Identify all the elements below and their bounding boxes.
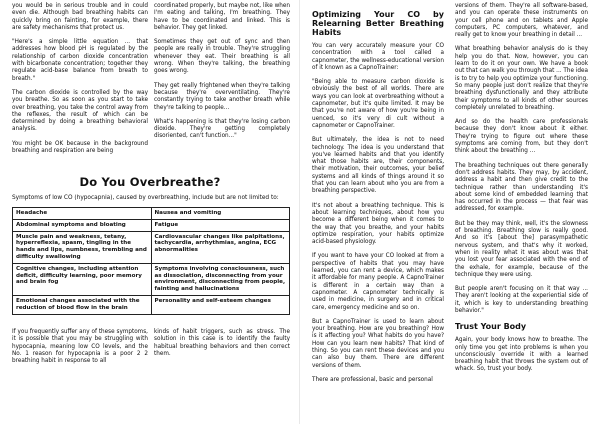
- section-heading-trust-your-body: Trust Your Body: [455, 322, 527, 332]
- right-page: [300, 0, 600, 424]
- table-cell: Abdominal symptoms and bloating: [13, 219, 152, 231]
- table-row: [13, 208, 290, 220]
- right-column-1: [312, 3, 444, 391]
- table-cell: Cognitive changes, including attention deficit, difficulty learning, poor memory and brain fog: [13, 263, 152, 295]
- table-cell: Emotional changes associated with the reduction of blood flow in the brain: [13, 295, 152, 314]
- table-cell: Personality and self-esteem changes: [151, 295, 290, 314]
- paragraph: If you want to have your CO looked at from a perspective of habits that you may have learned, you can rent a device, which makes it affordable for many people. A CapnoTrainer is different in a certain way than a capnometer. A capnometer technically is used in medicine, in surgery and in critical care, emergency medicine and so on.: [312, 253, 444, 311]
- paragraph: But a CapnoTrainer is used to learn about your breathing. How are you breathing? How is it affecting you? What habits do you have? How can you learn new habits? That kind of thing. So you can rent these devices and you can also buy them. There are different versions of them.: [312, 318, 444, 369]
- paragraph: The carbon dioxide is controlled by the way you breathe. So as soon as you start to take over breathing, you take the control away from the reflexes, the result of which can be determined by doing a breathing behavioral analysis.: [12, 89, 148, 133]
- table-cell: Symptoms involving consciousness, such as dissociation, disconnecting from your environment, disconnecting from people, fainting and hallucinations: [151, 263, 290, 295]
- table-row: [13, 219, 290, 231]
- table-row: [13, 231, 290, 263]
- symptoms-table: [12, 207, 290, 315]
- paragraph: It's not about a breathing technique. This is about learning techniques, about how you become a different being when it comes to the way that you breathe, and your habits optimize respiration, your habits optimize acid-based physiology.: [312, 202, 444, 246]
- paragraph: You can very accurately measure your CO concentration with a tool called a capnometer, the wellness-educational version of it known as a CapnoTrainer:: [312, 43, 444, 71]
- section-heading-optimizing: Optimizing Your CO by Relearning Better Breathing Habits: [312, 10, 444, 37]
- paragraph: What breathing behavior analysis do is they help you do that. Now, however, you can learn to do it on your own. We have a book out that can walk you through that ... The idea is to try to help you optimize your functioning. So many people just don't realize that they're breathing dysfunctionally and they attribute their symptoms to all kinds of other sources completely unrelated to breathing.: [455, 46, 588, 111]
- left-column-2: [154, 3, 290, 148]
- paragraph: Sometimes they get out of sync and then people are really in trouble. They're struggling whenever they eat. Their breathing is all wrong. When they're talking, the breathing goes wrong.: [154, 39, 290, 75]
- table-cell: Fatigue: [151, 219, 290, 231]
- paragraph: you would be in serious trouble and in could even die. Although bad breathing habits can quickly bring on fainting, for example, there are safety mechanisms that protect us.: [12, 3, 148, 31]
- paragraph: coordinated properly, but maybe not, like when I'm eating and talking, I'm breathing. They have to be coordinated and linked. This is behavior. They get linked.: [154, 3, 290, 31]
- paragraph: kinds of habit triggers, such as stress. The solution in this case is to identify the faulty habitual breathing behaviors and then correct them.: [154, 329, 290, 357]
- table-cell: Cardiovascular changes like palpitations, tachycardia, arrhythmias, angina, ECG abnormalities: [151, 231, 290, 263]
- table-cell: Nausea and vomiting: [151, 208, 290, 220]
- table-row: [13, 295, 290, 314]
- quote-paragraph: "Here's a simple little equation ... that addresses how blood pH is regulated by the relationship of carbon dioxide concentration with bicarbonate concentration; together they regulate acid-base balance from breath to breath.": [12, 39, 148, 82]
- paragraph: But ultimately, the idea is not to need technology. The idea is you understand that you've learned habits and that you identify what those habits are, their components, their motivation, their outcomes, your belief systems and all kinds of things around it so that you can learn about who you are from a breathing perspective.: [312, 137, 444, 195]
- section-heading-overbreathe: Do You Overbreathe?: [79, 175, 221, 189]
- left-column-3: [12, 329, 148, 372]
- paragraph: They get really frightened when they're talking because they're overventilating. They're constantly trying to take another breath while they're talking to people...: [154, 82, 290, 111]
- quote-paragraph: "Being able to measure carbon dioxide is obviously the best of all worlds. There are ways you can look at overbreathing without a capnometer, but it's quite limited. It may be that you're not aware of how you're being in uenced, so it's very di cult without a capnometer or CapnoTrainer.: [312, 79, 444, 129]
- table-cell: Headache: [13, 208, 152, 220]
- paragraph: Again, your body knows how to breathe. The only time you get into problems is when you unconsciously override it with a learned breathing habit that throws the system out of whack. So, trust your body.: [455, 337, 588, 373]
- right-column-2: [455, 3, 588, 381]
- left-column-1: [12, 3, 148, 162]
- paragraph: What's happening is that they're losing carbon dioxide. They're getting completely disoriented, can't function...": [154, 118, 290, 140]
- symptoms-intro: Symptoms of low CO (hypocapnia), caused by overbreathing, include but are not limited to:: [12, 195, 279, 201]
- paragraph: You might be OK because in the background breathing and respiration are being: [12, 140, 148, 155]
- paragraph: There are professional, basic and personal: [312, 376, 433, 383]
- paragraph: But people aren't focusing on it that way ... They aren't looking at the experiential side of it, which is key to understanding breathing behavior.": [455, 286, 588, 314]
- paragraph: But be they may think, well, it's the slowness of breathing. Breathing slow is really good. And so it's [about the] parasympathetic nervous system, and that's why it worked, when in reality what it was about was that you lost your fear associated with the end of the exhale, for example, because of the technique they were using.: [455, 220, 588, 278]
- table-cell: Muscle pain and weakness, tetany, hyperreflexia, spasm, tingling in the hands and lips, numbness, trembling and difficulty swallowing: [13, 231, 152, 263]
- paragraph: The breathing techniques out there generally don't address habits. They may, by accident, address a habit and then give credit to the technique rather than understanding it's about some kind of embedded learning that has occurred in the process — that fear was addressed, for example.: [455, 162, 588, 213]
- paragraph: versions of them. They're all software-based, and you can operate these instruments on your cell phone and on tablets and Apple computers, PC computers, whatever, and really get to know your breathing in detail ...: [455, 3, 588, 39]
- left-column-4: [154, 329, 290, 365]
- paragraph: And so do the health care professionals because they don't know about it either. They're trying to figure out where these symptoms are coming from, but they don't think about the breathing ...: [455, 119, 588, 155]
- table-row: [13, 263, 290, 295]
- paragraph: If you frequently suffer any of these symptoms, it is possible that you may be struggling with hypocapnia, meaning low CO levels, and the No. 1 reason for hypocapnia is a poor 2 2 breathing habit in response to all: [12, 329, 148, 365]
